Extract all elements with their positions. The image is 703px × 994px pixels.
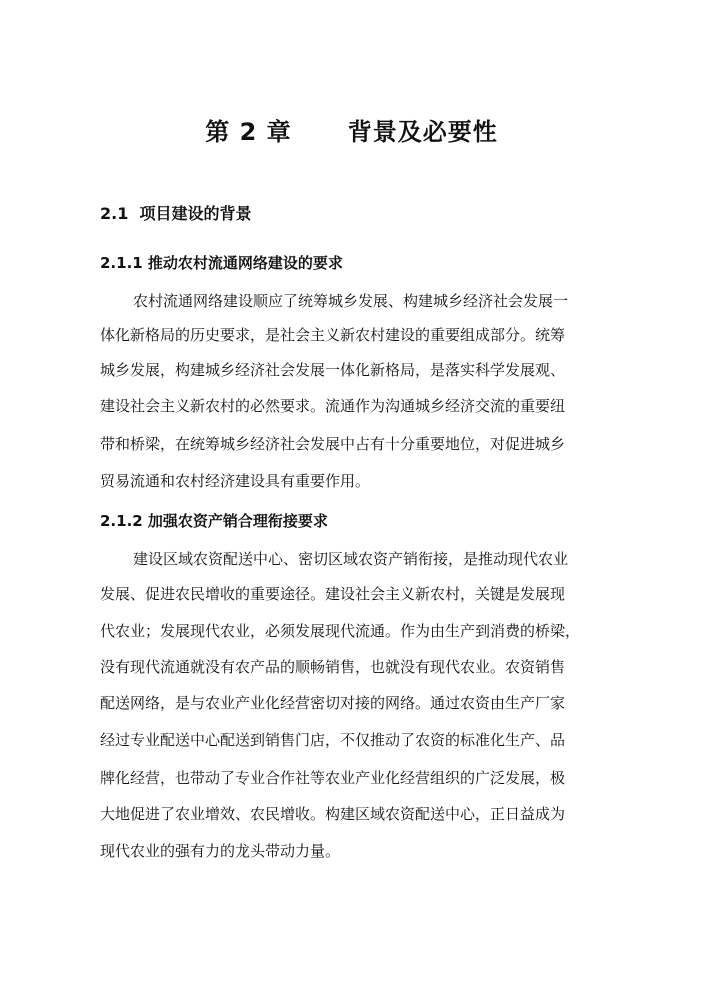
paragraph-line: 发展、促进农民增收的重要途径。建设社会主义新农村，关键是发展现 <box>100 585 566 603</box>
paragraph-line: 配送网络，是与农业产业化经营密切对接的网络。通过农资由生产厂家 <box>100 694 566 712</box>
paragraph-line: 没有现代流通就没有农产品的顺畅销售，也就没有现代农业。农资销售 <box>100 658 566 676</box>
chapter-title: 第 2 章 背景及必要性 <box>205 118 498 146</box>
paragraph-line: 带和桥梁，在统筹城乡经济社会发展中占有十分重要地位，对促进城乡 <box>100 435 566 453</box>
paragraph-line: 牌化经营，也带动了专业合作社等农业产业化经营组织的广泛发展，极 <box>100 769 566 787</box>
paragraph-line: 现代农业的强有力的龙头带动力量。 <box>100 842 341 860</box>
section-heading: 2.1 项目建设的背景 <box>100 204 252 223</box>
subsection-heading-2: 2.1.2 加强农资产销合理衔接要求 <box>100 512 328 530</box>
paragraph-line: 大地促进了农业增效、农民增收。构建区域农资配送中心，正日益成为 <box>100 805 566 823</box>
paragraph-line: 贸易流通和农村经济建设具有重要作用。 <box>100 472 371 490</box>
paragraph-line: 建设社会主义新农村的必然要求。流通作为沟通城乡经济交流的重要纽 <box>100 397 566 415</box>
paragraph-line: 建设区域农资配送中心、密切区域农资产销衔接，是推动现代农业 <box>133 550 569 568</box>
paragraph-line: 城乡发展，构建城乡经济社会发展一体化新格局，是落实科学发展观、 <box>100 361 566 379</box>
paragraph-line: 经过专业配送中心配送到销售门店，不仅推动了农资的标准化生产、品 <box>100 731 566 749</box>
subsection-heading-1: 2.1.1 推动农村流通网络建设的要求 <box>100 254 343 272</box>
paragraph-line: 农村流通网络建设顺应了统筹城乡发展、构建城乡经济社会发展一 <box>133 292 569 310</box>
paragraph-line: 代农业；发展现代农业，必须发展现代流通。作为由生产到消费的桥梁， <box>100 622 581 640</box>
paragraph-line: 体化新格局的历史要求，是社会主义新农村建设的重要组成部分。统筹 <box>100 326 566 344</box>
